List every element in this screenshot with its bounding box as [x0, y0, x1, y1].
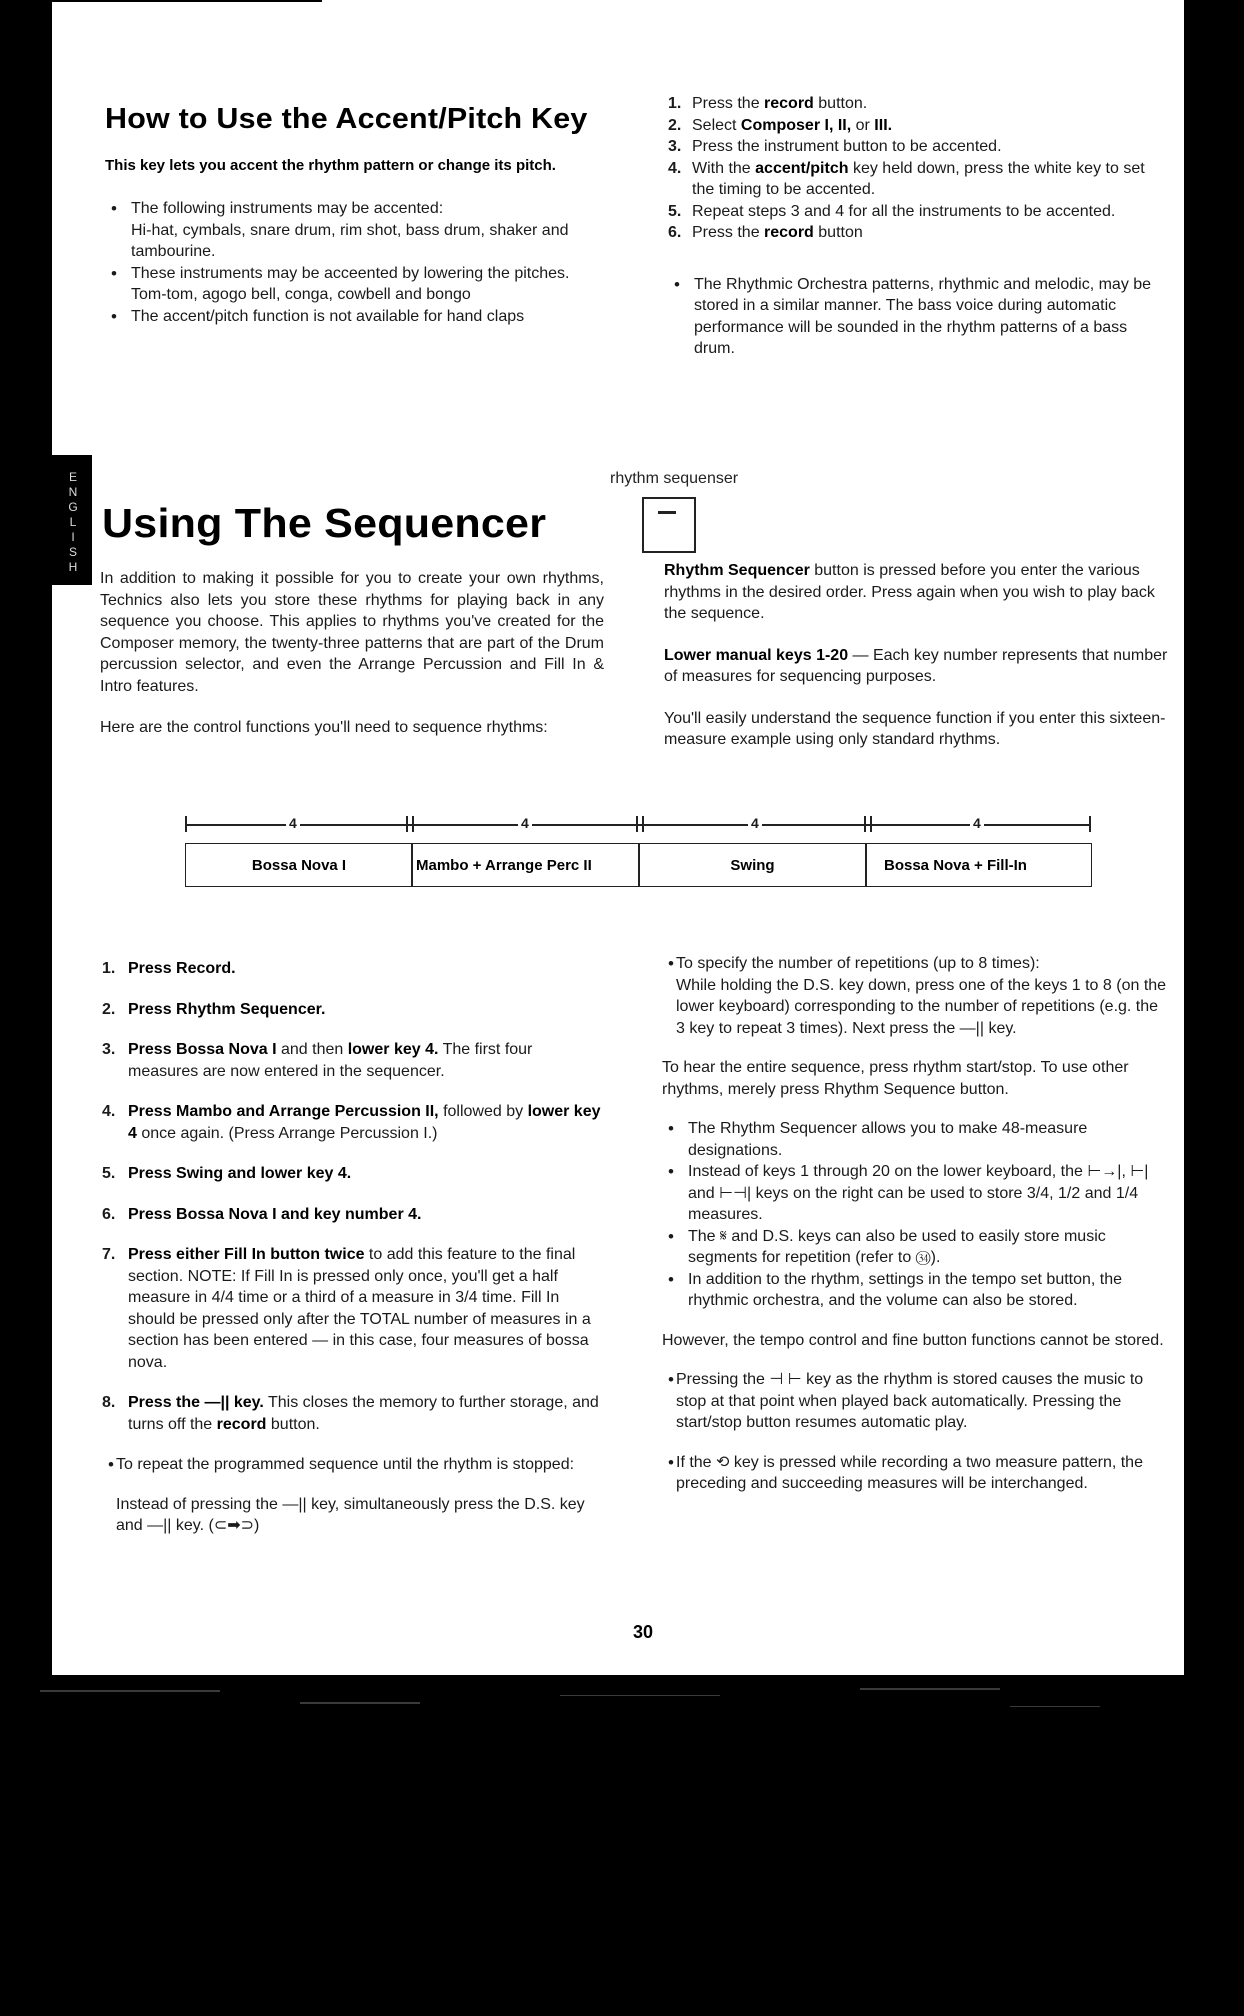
sixteen-measure-example: You'll easily understand the sequence function if you enter this sixteen-measure example using only standard rhythms.: [664, 709, 1166, 748]
language-tab: [0, 455, 52, 585]
accent-title: How to Use the Accent/Pitch Key: [105, 103, 588, 135]
list-item: 7. Press either Fill In button twice to add this feature to the final section. NOTE: If Fill In is pressed only once, you'll get a half measure in 4/4 time or a third of a measure in 3/4 time. Fill In should be pressed only after the TOTAL number of measures in a section has been entered — in this case, four measures of bossa nova.: [102, 1246, 591, 1371]
list-item: • Instead of keys 1 through 20 on the lower keyboard, the ⊢→|, ⊢| and ⊢⊣| keys on the right can be used to store 3/4, 1/2 and 1/4 measures.: [662, 1161, 1167, 1226]
list-item: 6. Press Bossa Nova I and key number 4.: [102, 1205, 422, 1223]
sequencer-title: Using The Sequencer: [102, 500, 547, 546]
binder-hole-icon: [1196, 1031, 1226, 1061]
tempo-note: However, the tempo control and fine button functions cannot be stored.: [662, 1331, 1164, 1349]
rhythm-sequencer-key-icon: [642, 497, 696, 553]
accent-steps: [668, 93, 1166, 360]
sequence-cell: Swing: [638, 843, 867, 887]
rhythm-sequencer-desc: Rhythm Sequencer button is pressed before you enter the various rhythms in the desired order. Press again when you wish to play back the sequence.: [664, 562, 1155, 622]
list-item: 3. Press the instrument button to be accented.: [668, 138, 1002, 155]
list-item: 8. Press the —|| key. This closes the memory to further storage, and turns off the record button.: [102, 1394, 599, 1433]
scan-artifact: [560, 1695, 720, 1696]
page-number: 30: [633, 1622, 654, 1642]
sequencer-intro-controls: Here are the control functions you'll need to sequence rhythms:: [100, 719, 548, 736]
list-item: • The 𝄋 and D.S. keys can also be used to easily store music segments for repetition (refer to ㉞).: [662, 1226, 1167, 1269]
repeat-instead: Instead of pressing the —|| key, simultaneously press the D.S. key and —|| key. (⊂➡⊃): [116, 1495, 585, 1534]
list-item: 2. Press Rhythm Sequencer.: [102, 1000, 326, 1018]
list-item: 1. Press the record button.: [668, 95, 868, 112]
list-item: • The following instruments may be accented: Hi-hat, cymbals, snare drum, rim shot, bass drum, shaker and tambourine.: [105, 198, 615, 263]
list-item: 5. Repeat steps 3 and 4 for all the instruments to be accented.: [668, 202, 1116, 220]
measure-count: 4: [286, 815, 300, 831]
list-item: • Pressing the ⊣ ⊢ key as the rhythm is stored causes the music to stop at that point when played back automatically. Pressing the start/stop button resumes automatic play.: [662, 1369, 1167, 1434]
measure-count: 4: [970, 815, 984, 831]
list-item: 5. Press Swing and lower key 4.: [102, 1165, 352, 1182]
list-item: 2. Select Composer I, II, or III.: [668, 116, 893, 134]
sequence-cell: Mambo + Arrange Perc II: [411, 843, 640, 887]
list-item: 6. Press the record button: [668, 224, 863, 241]
list-item: • The accent/pitch function is not available for hand claps: [105, 306, 615, 328]
lower-manual-keys-desc: Lower manual keys 1-20 — Each key number represents that number of measures for sequencing purposes.: [664, 646, 1168, 685]
list-item: • The Rhythm Sequencer allows you to make 48-measure designations.: [662, 1118, 1167, 1161]
list-item: 4. With the accent/pitch key held down, press the white key to set the timing to be accented.: [668, 159, 1145, 198]
list-item: • In addition to the rhythm, settings in the tempo set button, the rhythmic orchestra, and the volume can also be stored.: [662, 1269, 1167, 1312]
list-item: 3. Press Bossa Nova I and then lower key 4. The first four measures are now entered in the sequencer.: [102, 1041, 533, 1080]
measure-count: 4: [748, 815, 762, 831]
scan-artifact: [1010, 1706, 1100, 1707]
repeat-lead: • To repeat the programmed sequence until the rhythm is stopped:: [102, 1454, 604, 1476]
list-item: • These instruments may be acceented by lowering the pitches. Tom-tom, agogo bell, conga, cowbell and bongo: [105, 263, 615, 306]
sequence-cell: Bossa Nova + Fill-In: [865, 843, 1092, 887]
list-item: • To specify the number of repetitions (up to 8 times): While holding the D.S. key down, press one of the keys 1 to 8 (on the lower keyboard) corresponding to the number of repetitions (e.g. the 3 key to repeat 3 times). Next press the —|| key.: [662, 953, 1167, 1039]
scan-artifact: [860, 1688, 1000, 1690]
hear-sequence: To hear the entire sequence, press rhythm start/stop. To use other rhythms, merely press Rhythm Sequence button.: [662, 1059, 1129, 1098]
scan-artifact: [40, 1690, 220, 1692]
accent-lead: This key lets you accent the rhythm pattern or change its pitch.: [105, 157, 556, 174]
accent-note: • The Rhythmic Orchestra patterns, rhythmic and melodic, may be stored in a similar manner. The bass voice during automatic performance will be sounded in the rhythm patterns of a bass drum.: [668, 274, 1166, 360]
measure-count: 4: [518, 815, 532, 831]
binder-hole-icon: [1196, 580, 1226, 610]
sequence-cell: Bossa Nova I: [185, 843, 413, 887]
top-rule: [52, 0, 322, 2]
list-item: 1. Press Record.: [102, 960, 236, 977]
list-item: 4. Press Mambo and Arrange Percussion II, followed by lower key 4 once again. (Press Arrange Percussion I.): [102, 1103, 601, 1142]
scan-border-right: [1184, 0, 1244, 2016]
sequencer-intro: In addition to making it possible for you to create your own rhythms, Technics also lets you store these rhythms for playing back in any sequence you choose. This applies to rhythms you've created for the Composer memory, the twenty-three patterns that are part of the Drum percussion selector, and even the Arrange Percussion and Fill In & Intro features.: [100, 570, 604, 695]
rhythm-sequencer-key-label: rhythm sequenser: [610, 470, 739, 487]
accent-bullets: [105, 198, 615, 327]
scan-artifact: [300, 1702, 420, 1704]
list-item: • If the ⟲ key is pressed while recording a two measure pattern, the preceding and succeeding measures will be interchanged.: [662, 1452, 1167, 1495]
language-tab-letters: E N G L I S H: [68, 470, 78, 574]
